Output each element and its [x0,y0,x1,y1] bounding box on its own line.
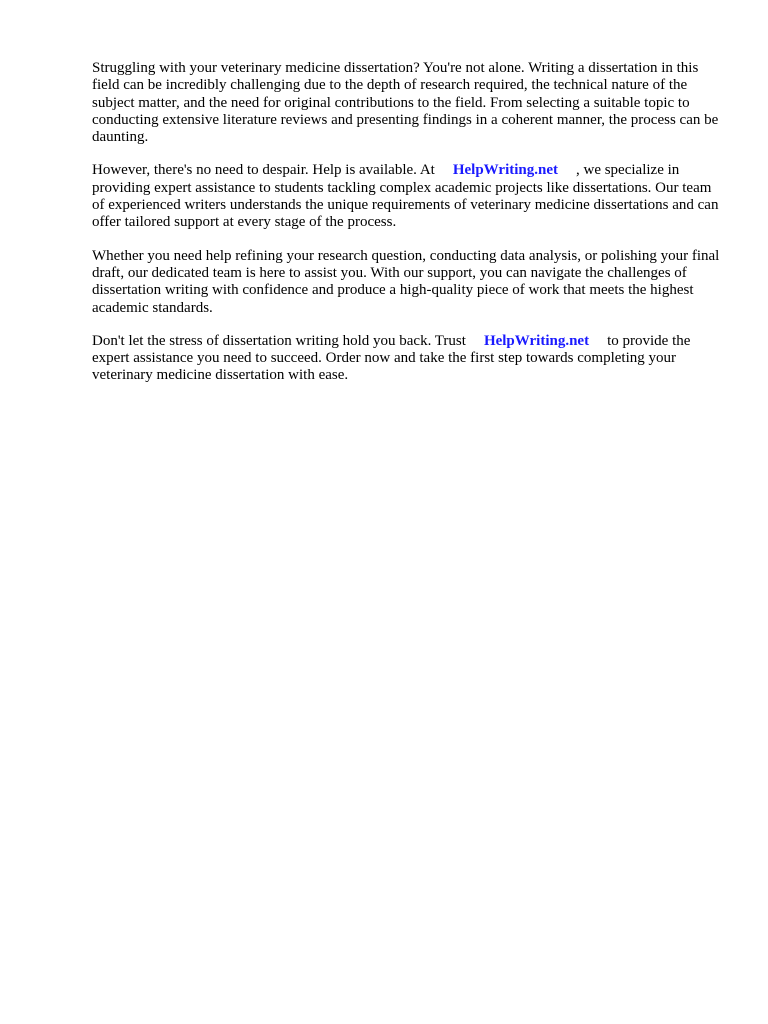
helpwriting-link[interactable]: HelpWriting.net [452,162,558,179]
paragraph-help-available-lead: However, there's no need to despair. Help is available. At [92,162,435,179]
paragraph-call-to-action [92,333,722,385]
paragraph-call-to-action-rest: to provide the expert assistance you need to succeed. Order now and take the first step towards completing your veterinary medicine dissertation with ease. [92,332,691,384]
paragraph-help-available [92,162,722,231]
paragraph-support: Whether you need help refining your research question, conducting data analysis, or polishing your final draft, our dedicated team is here to assist you. With our support, you can navigate the challenges of dissertation writing with confidence and produce a high-quality piece of work that meets the highest academic standards. [92,247,720,316]
paragraph-intro: Struggling with your veterinary medicine dissertation? You're not alone. Writing a dissertation in this field can be incredibly challenging due to the depth of research required, the technical nature of the subject matter, and the need for original contributions to the field. From selecting a suitable topic to conducting extensive literature reviews and presenting findings in a coherent manner, the process can be daunting. [92,60,719,146]
helpwriting-link-trust[interactable]: HelpWriting.net [483,332,590,349]
paragraph-call-to-action-lead: Don't let the stress of dissertation writing hold you back. Trust [92,332,466,349]
paragraph-help-available-rest: , we specialize in providing expert assistance to students tackling complex academic projects like dissertations. Our team of experienced writers understands the unique requirements of veterinary medicine dissertations and can offer tailored support at every stage of the process. [92,162,719,231]
document-page [92,60,722,401]
